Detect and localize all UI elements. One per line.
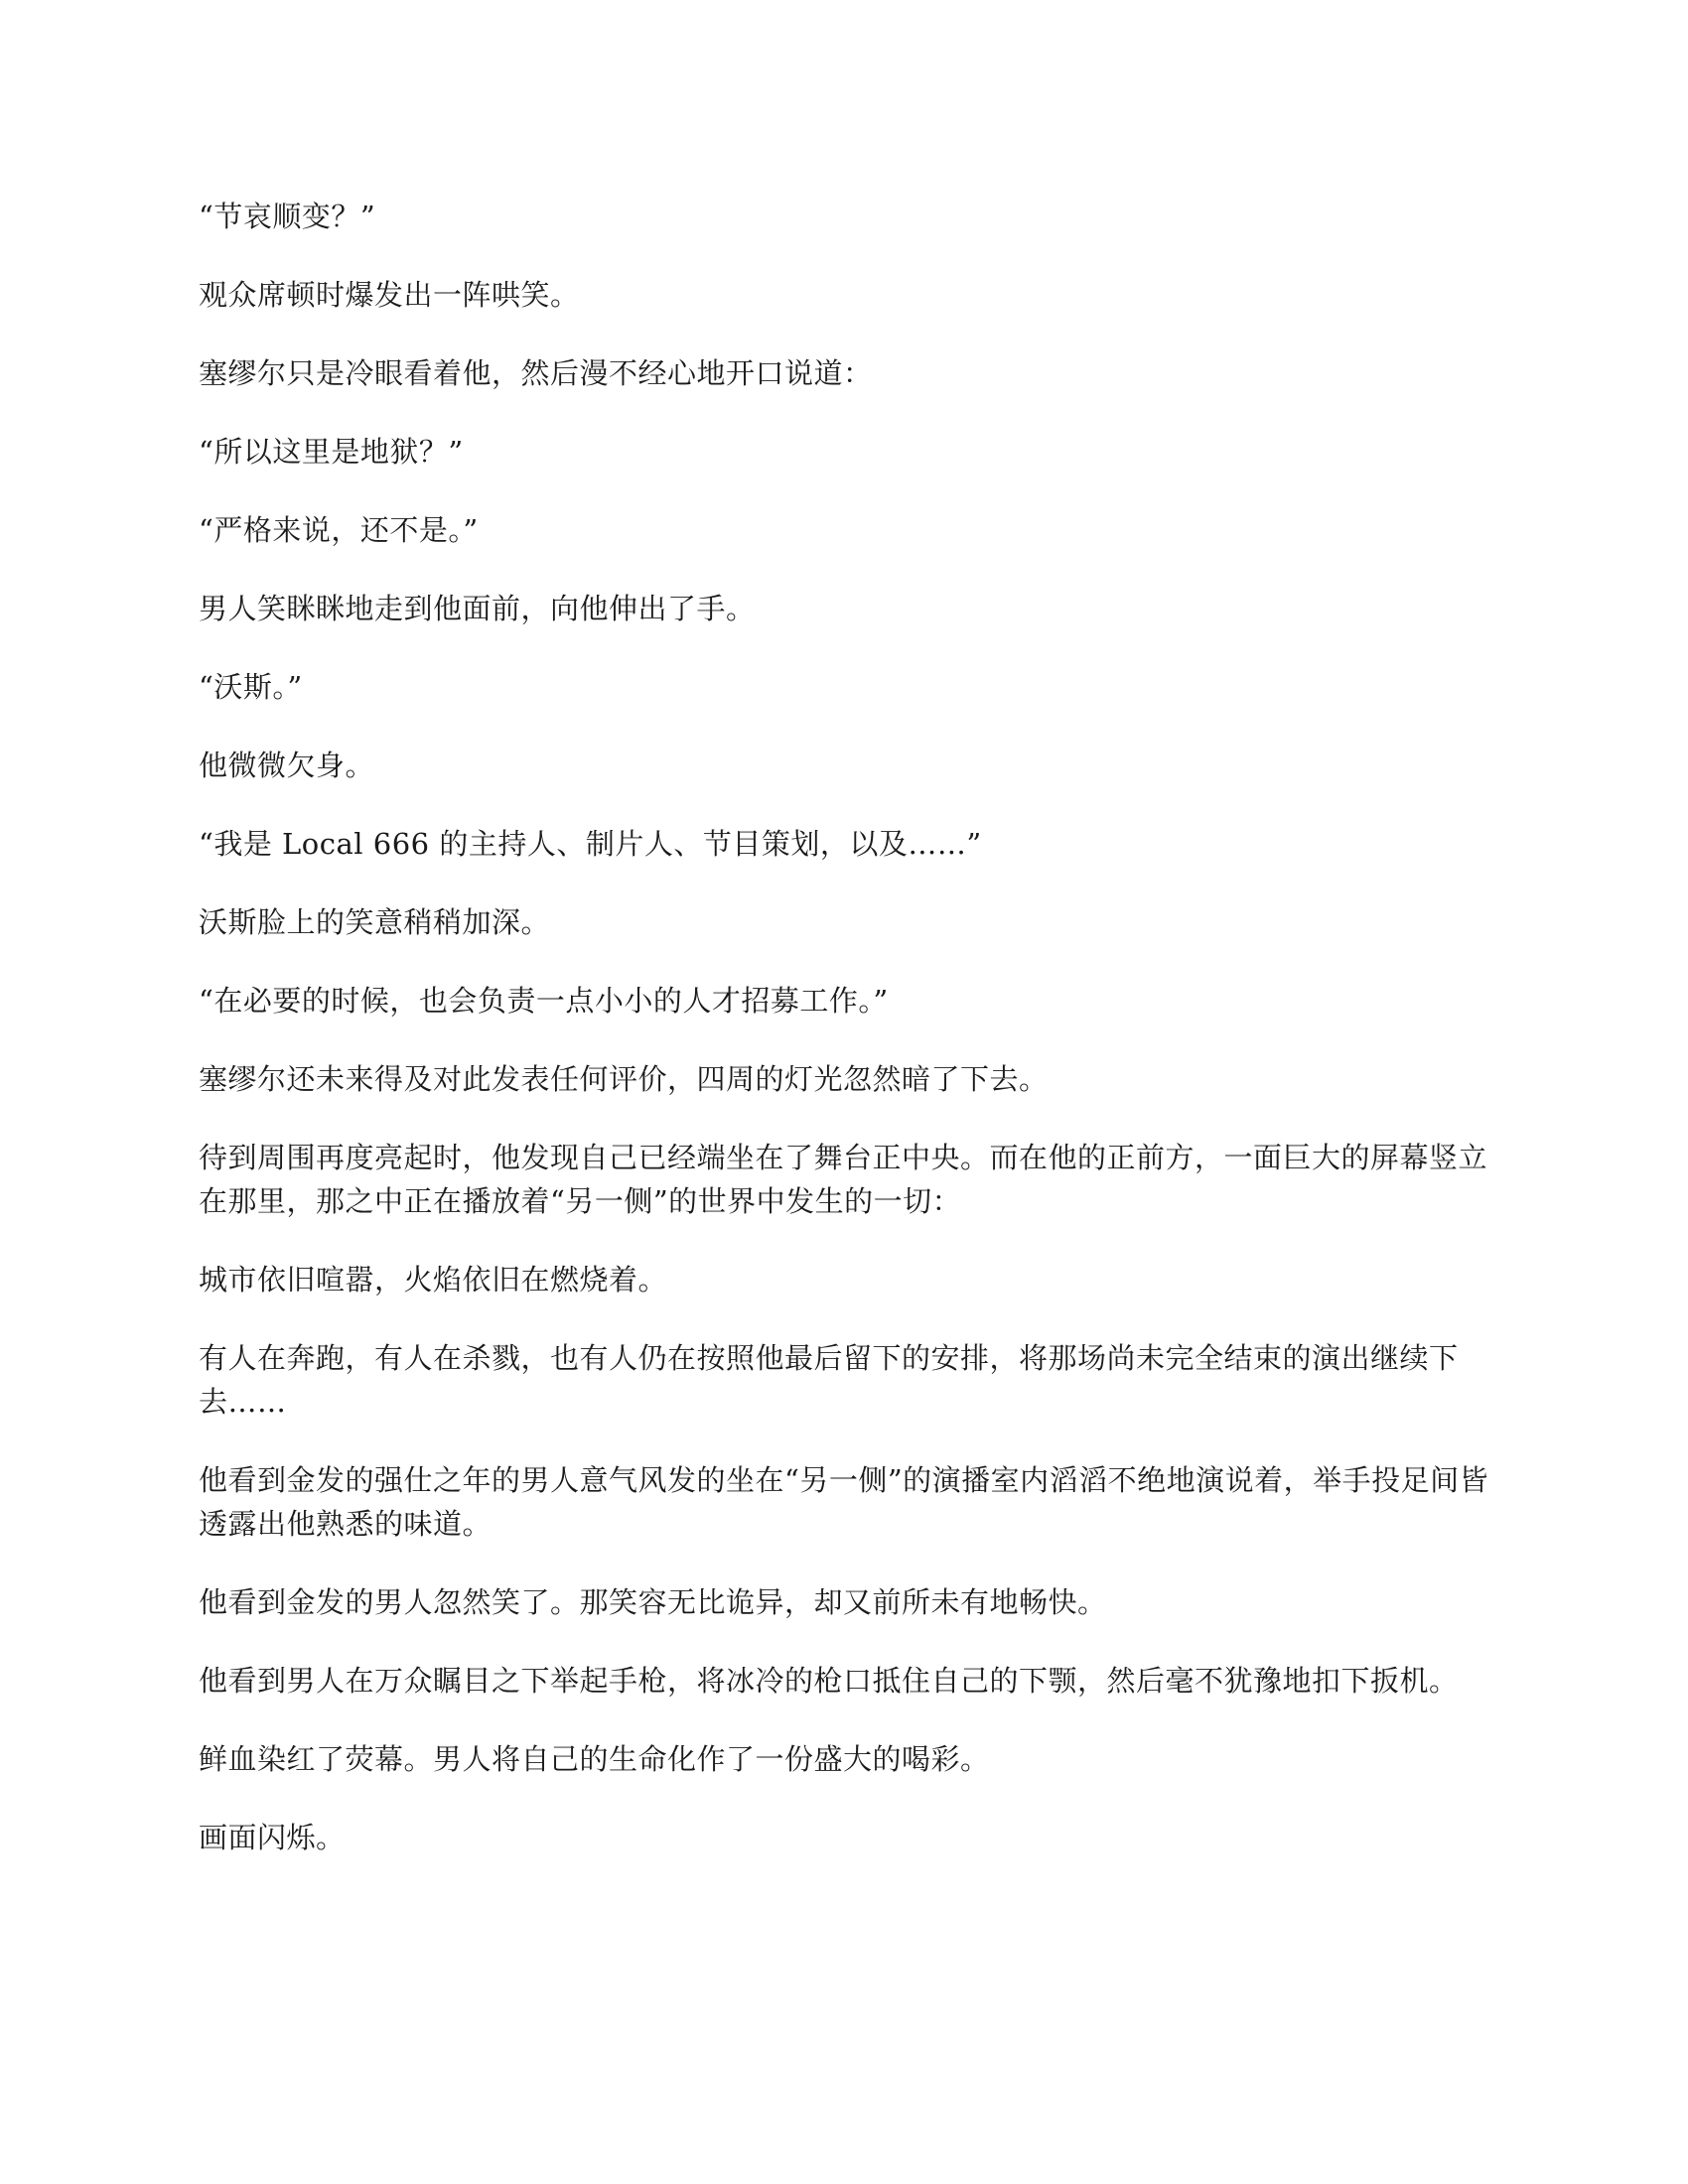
paragraph: 塞缪尔还未来得及对此发表任何评价，四周的灯光忽然暗了下去。 — [199, 1062, 1049, 1096]
paragraph: 他看到男人在万众瞩目之下举起手枪，将冰冷的枪口抵住自己的下颚，然后毫不犹豫地扣下扳机。 — [199, 1664, 1459, 1698]
paragraph: 他微微欠身。 — [199, 749, 375, 782]
paragraph: “所以这里是地狱？” — [199, 435, 464, 469]
paragraph: 他看到金发的男人忽然笑了。那笑容无比诡异，却又前所未有地畅快。 — [199, 1585, 1107, 1619]
paragraph: “严格来说，还不是。” — [199, 513, 479, 547]
paragraph: 画面闪烁。 — [199, 1821, 346, 1854]
document-body — [199, 195, 1489, 1894]
paragraph: “沃斯。” — [199, 670, 303, 704]
paragraph: 沃斯脸上的笑意稍稍加深。 — [199, 905, 551, 939]
paragraph: 城市依旧喧嚣，火焰依旧在燃烧着。 — [199, 1263, 668, 1297]
paragraph: 观众席顿时爆发出一阵哄笑。 — [199, 278, 580, 312]
paragraph: 有人在奔跑，有人在杀戮，也有人仍在按照他最后留下的安排，将那场尚未完全结束的演出继续下去…… — [199, 1341, 1459, 1419]
paragraph: “我是 Local 666 的主持人、制片人、节目策划，以及……” — [199, 827, 982, 861]
paragraph: 待到周围再度亮起时，他发现自己已经端坐在了舞台正中央。而在他的正前方，一面巨大的屏幕竖立在那里，那之中正在播放着“另一侧”的世界中发生的一切： — [199, 1141, 1488, 1218]
paragraph: “节哀顺变？” — [199, 200, 376, 233]
paragraph: 塞缪尔只是冷眼看着他，然后漫不经心地开口说道： — [199, 356, 873, 390]
paragraph: 男人笑眯眯地走到他面前，向他伸出了手。 — [199, 592, 756, 625]
paragraph: “在必要的时候，也会负责一点小小的人才招募工作。” — [199, 984, 889, 1018]
paragraph: 他看到金发的强仕之年的男人意气风发的坐在“另一侧”的演播室内滔滔不绝地演说着，举手投足间皆透露出他熟悉的味道。 — [199, 1463, 1489, 1541]
paragraph: 鲜血染红了荧幕。男人将自己的生命化作了一份盛大的喝彩。 — [199, 1742, 990, 1776]
